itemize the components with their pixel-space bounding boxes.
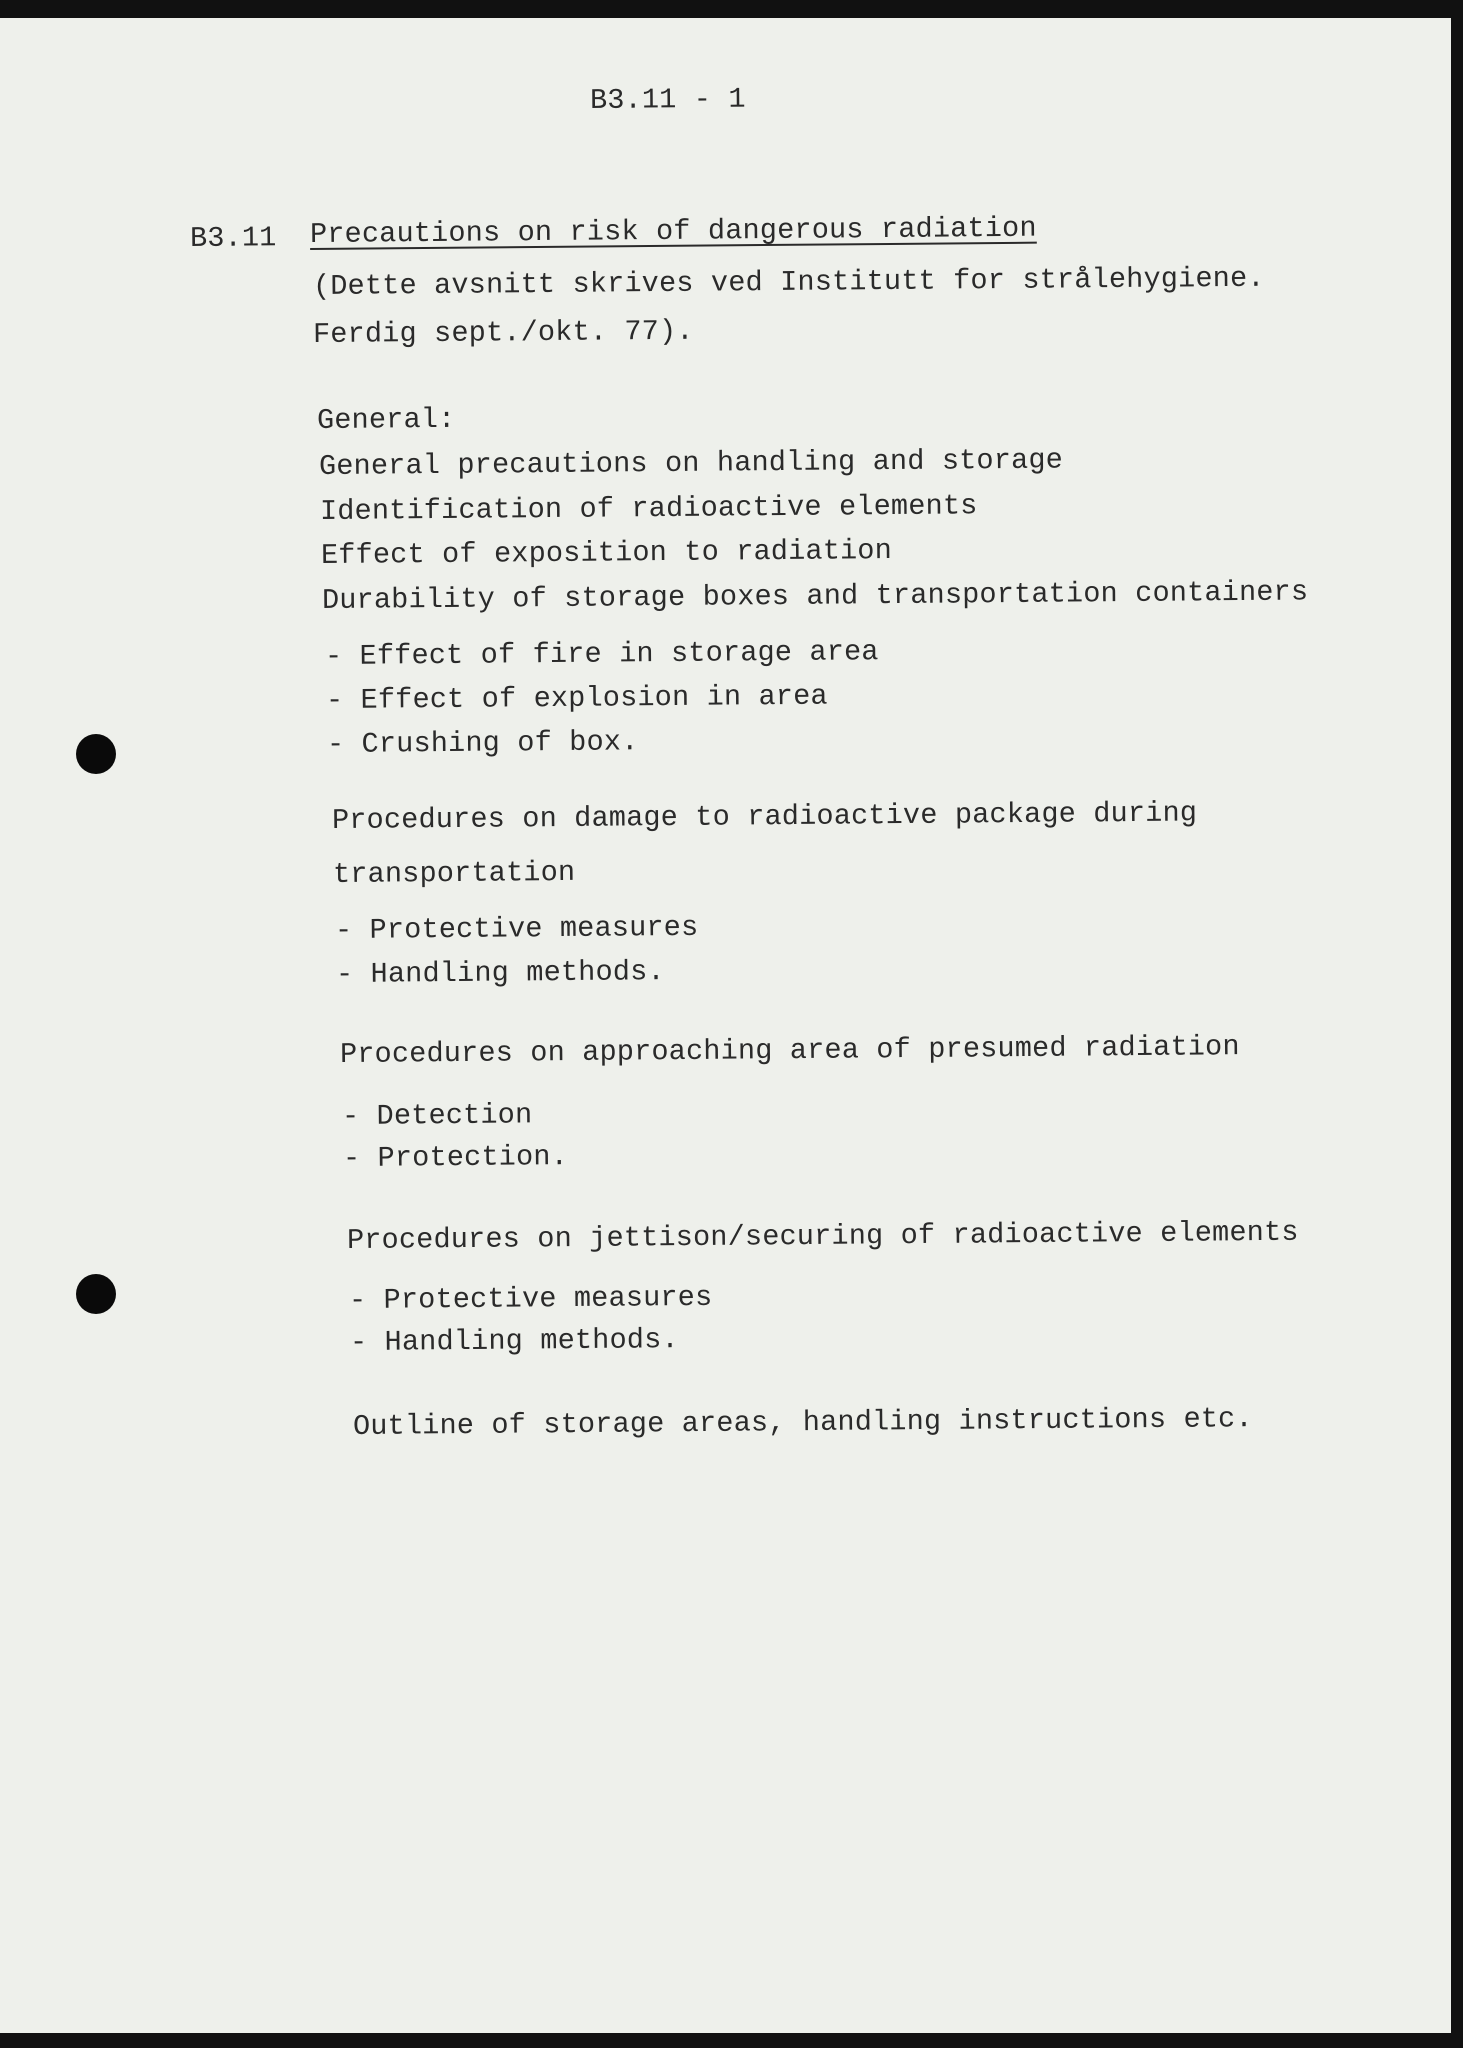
sub-item: - Protective measures [334, 910, 699, 947]
section-number: B3.11 [189, 221, 277, 255]
section-title: Precautions on risk of dangerous radiation [309, 211, 1037, 251]
sub-item: - Effect of explosion in area [325, 679, 828, 717]
note-line: (Dette avsnitt skrives ved Institutt for strålehygiene. [312, 261, 1265, 303]
sub-item: - Handling methods. [349, 1323, 679, 1359]
punch-hole [76, 1274, 116, 1314]
sub-item: - Effect of fire in storage area [324, 635, 879, 673]
sub-item: - Handling methods. [335, 955, 665, 991]
list-item: Durability of storage boxes and transportation containers [321, 575, 1309, 617]
page-number: B3.11 - 1 [589, 82, 746, 117]
list-item: Identification of radioactive elements [319, 489, 978, 528]
sub-item: - Protection. [342, 1140, 569, 1175]
note-line: Ferdig sept./okt. 77). [312, 314, 694, 351]
list-item: General precautions on handling and storage [318, 443, 1064, 483]
procedure-heading: Procedures on approaching area of presumed radiation [339, 1030, 1240, 1071]
list-item: Effect of exposition to radiation [320, 534, 893, 572]
sub-item: - Protective measures [348, 1280, 713, 1317]
document-page [0, 18, 1451, 2033]
general-heading: General: [316, 402, 456, 437]
procedure-heading: transportation [332, 855, 576, 891]
outline-line: Outline of storage areas, handling instructions etc. [352, 1402, 1253, 1443]
procedure-heading: Procedures on damage to radioactive package during [331, 796, 1198, 837]
procedure-heading: Procedures on jettison/securing of radioactive elements [346, 1215, 1299, 1257]
punch-hole [76, 734, 116, 774]
sub-item: - Crushing of box. [326, 725, 639, 761]
sub-item: - Detection [341, 1098, 533, 1133]
